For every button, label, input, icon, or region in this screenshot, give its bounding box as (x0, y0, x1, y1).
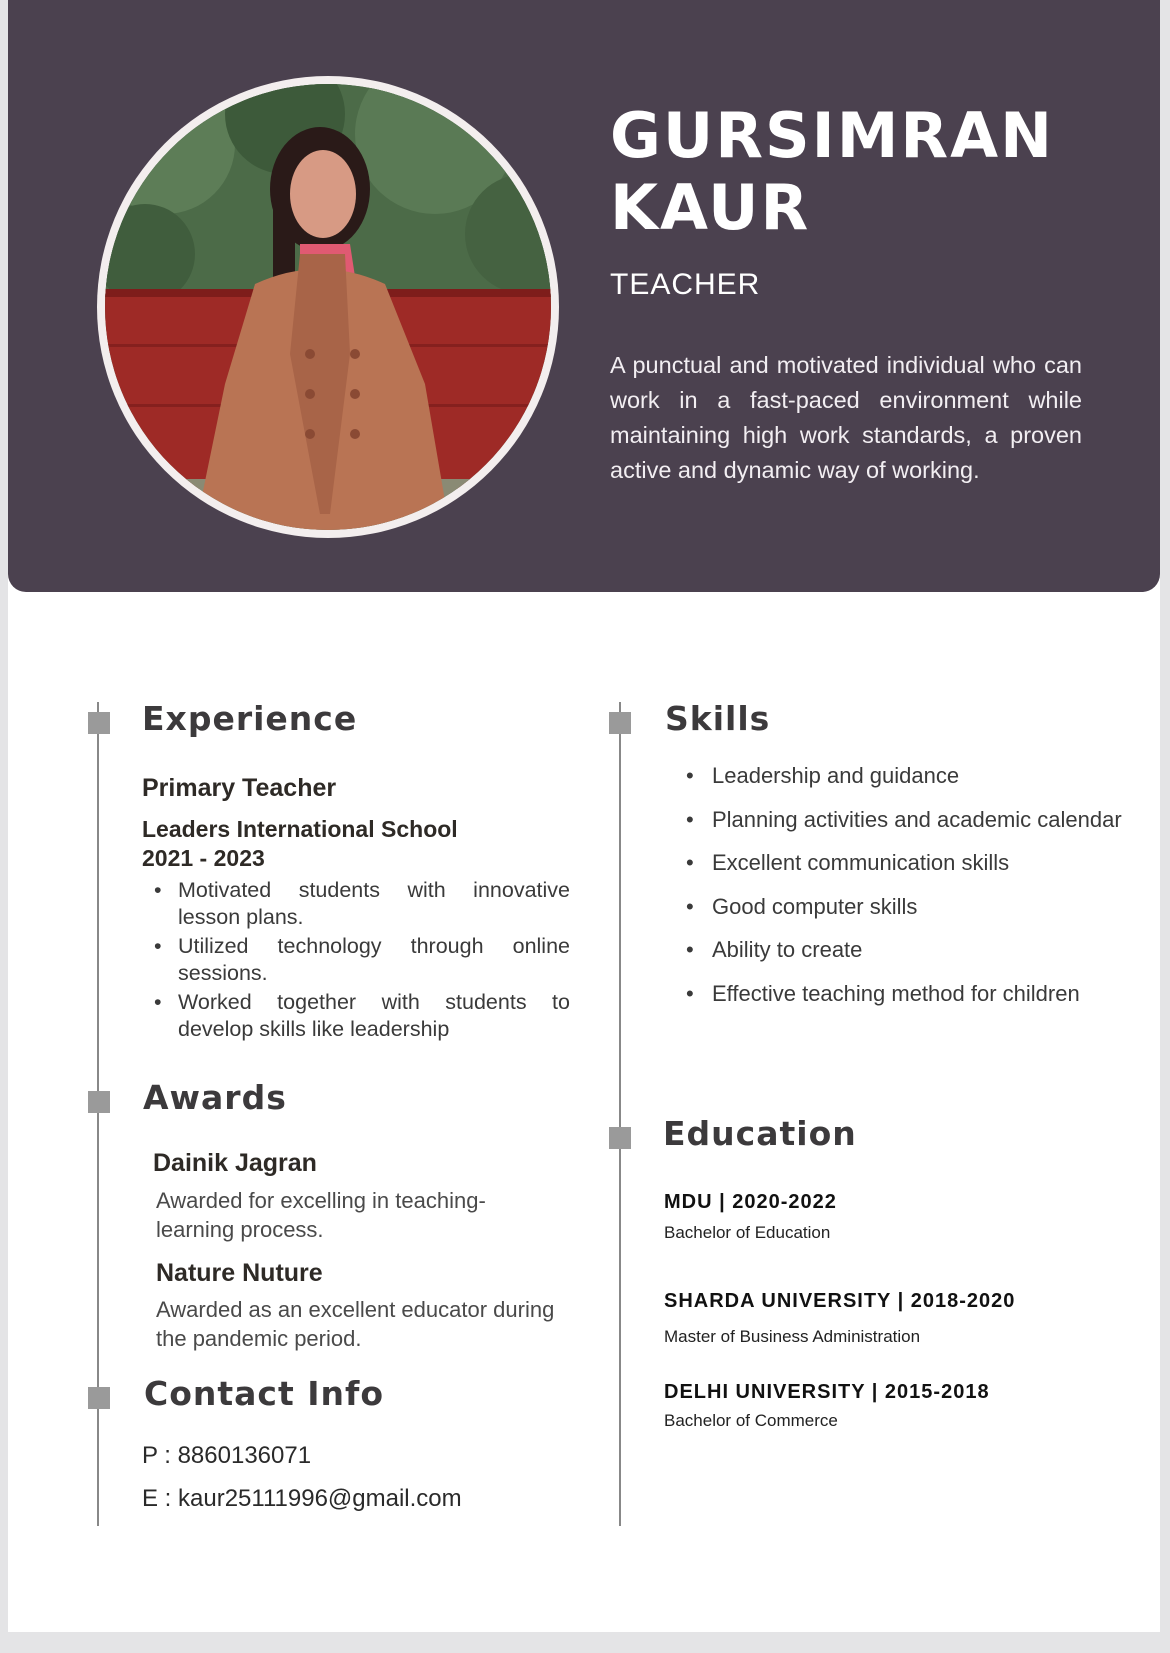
awards-heading: Awards (143, 1078, 287, 1117)
awards-marker (88, 1091, 110, 1113)
skills-heading: Skills (665, 699, 771, 738)
list-item: • Excellent communication skills (678, 849, 1158, 893)
last-name: KAUR (610, 171, 811, 244)
award-name: Dainik Jagran (153, 1149, 317, 1177)
list-item: • Good computer skills (678, 893, 1158, 937)
skills-marker (609, 712, 631, 734)
experience-heading: Experience (142, 699, 358, 738)
right-timeline (619, 702, 621, 1526)
experience-job-title: Primary Teacher (142, 774, 337, 802)
experience-years: 2021 - 2023 (142, 845, 265, 871)
profile-photo (105, 84, 551, 530)
contact-marker (88, 1387, 110, 1409)
first-name: GURSIMRAN (610, 99, 1055, 172)
education-heading: Education (663, 1114, 857, 1153)
candidate-name (610, 100, 1130, 244)
contact-heading: Contact Info (144, 1374, 385, 1413)
education-school: SHARDA UNIVERSITY | 2018-2020 (664, 1290, 1016, 1312)
award-description: Awarded for excelling in teaching-learning process. (156, 1188, 486, 1242)
award-description: Awarded as an excellent educator during the pandemic period. (156, 1297, 555, 1351)
education-degree: Bachelor of Education (664, 1223, 831, 1242)
education-marker (609, 1127, 631, 1149)
education-school: MDU | 2020-2022 (664, 1191, 837, 1213)
award-name: Nature Nuture (156, 1259, 323, 1287)
list-item: • Effective teaching method for children (678, 980, 1158, 1024)
list-item: • Utilized technology through online sessions. (144, 933, 570, 987)
header-banner (8, 0, 1160, 592)
list-item: • Planning activities and academic calendar (678, 806, 1158, 850)
list-item: • Ability to create (678, 936, 1158, 980)
profile-photo-frame (97, 76, 559, 538)
list-item: • Leadership and guidance (678, 762, 1158, 806)
contact-email: E : kaur25111996@gmail.com (142, 1485, 462, 1512)
profile-summary: A punctual and motivated individual who can work in a fast-paced environment while maintaining high work standards, a proven active and dynamic way of working. (610, 352, 1082, 483)
list-item: • Motivated students with innovative lesson plans. (144, 877, 570, 931)
education-school: DELHI UNIVERSITY | 2015-2018 (664, 1381, 990, 1403)
list-item: • Worked together with students to develop skills like leadership (144, 989, 570, 1043)
experience-school: Leaders International School (142, 816, 458, 842)
job-role: TEACHER (610, 268, 761, 301)
contact-phone: P : 8860136071 (142, 1442, 312, 1469)
skills-list (678, 762, 1158, 1023)
education-degree: Bachelor of Commerce (664, 1411, 838, 1430)
experience-bullets (144, 877, 570, 1045)
resume-page (8, 0, 1160, 1632)
experience-marker (88, 712, 110, 734)
education-degree: Master of Business Administration (664, 1327, 921, 1346)
